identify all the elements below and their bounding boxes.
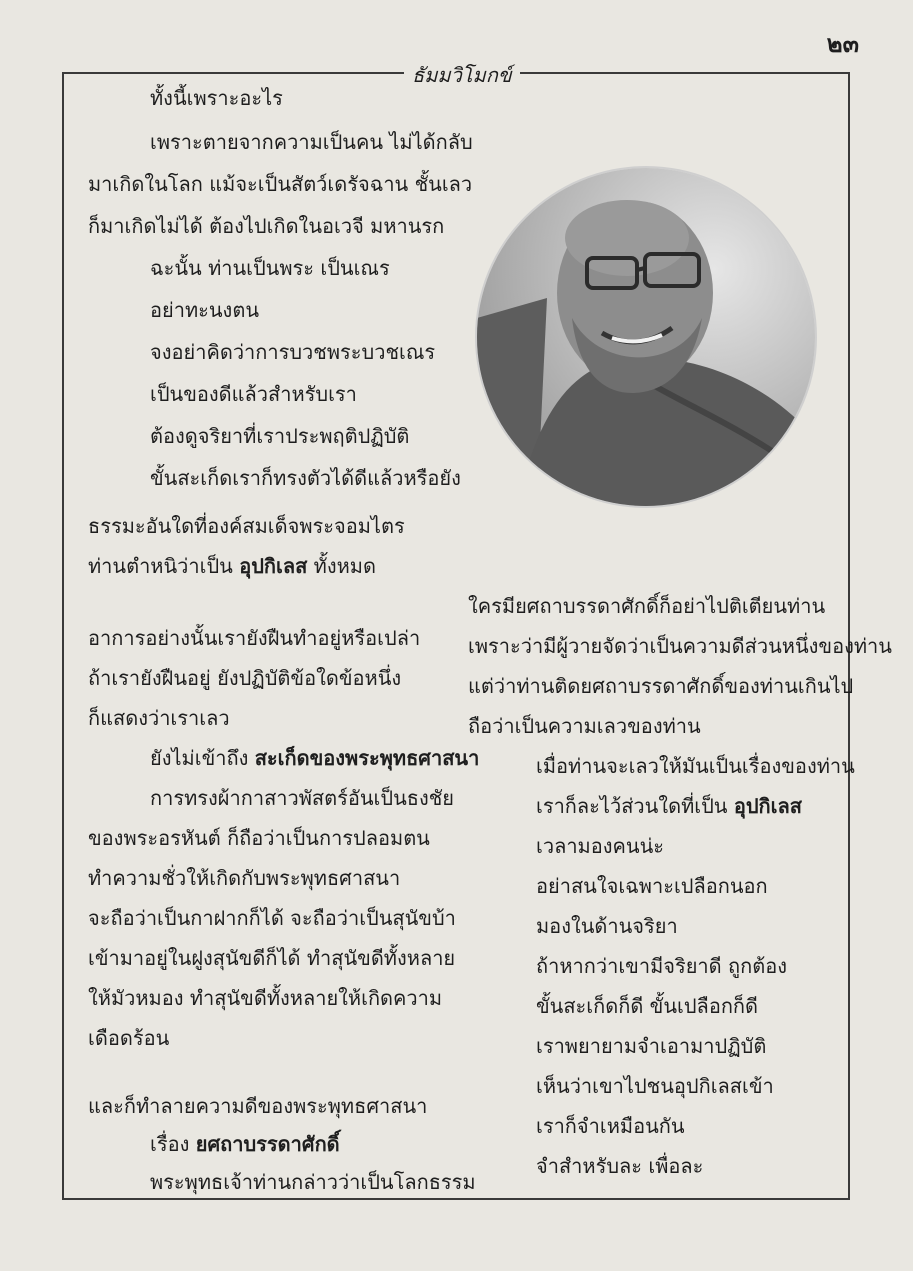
text-line: มองในด้านจริยา bbox=[536, 914, 678, 938]
text-line bbox=[536, 792, 802, 820]
text-line: เวลามองคนน่ะ bbox=[536, 834, 664, 858]
text-line: เห็นว่าเขาไปชนอุปกิเลสเข้า bbox=[536, 1074, 774, 1098]
text-line: ขั้นสะเก็ดเราก็ทรงตัวได้ดีแล้วหรือยัง bbox=[150, 466, 461, 490]
text-line: จะถือว่าเป็นกาฝากก็ได้ จะถือว่าเป็นสุนัขบ้า bbox=[88, 906, 456, 930]
page-number: ๒๓ bbox=[826, 30, 859, 58]
text-line: แต่ว่าท่านติดยศถาบรรดาศักดิ์ของท่านเกินไป bbox=[468, 674, 854, 698]
text-line: ทั้งนี้เพราะอะไร bbox=[150, 86, 283, 110]
text-line: จำสำหรับละ เพื่อละ bbox=[536, 1154, 704, 1178]
emphasis-term: ยศถาบรรดาศักดิ์ bbox=[195, 1132, 340, 1156]
text-line: ทำความชั่วให้เกิดกับพระพุทธศาสนา bbox=[88, 866, 401, 890]
text-span: ยังไม่เข้าถึง bbox=[150, 746, 255, 770]
text-line: เป็นของดีแล้วสำหรับเรา bbox=[150, 382, 357, 406]
text-line: เราพยายามจำเอามาปฏิบัติ bbox=[536, 1034, 767, 1058]
emphasis-term: สะเก็ดของพระพุทธศาสนา bbox=[254, 746, 480, 770]
text-line: อาการอย่างนั้นเรายังฝืนทำอยู่หรือเปล่า bbox=[88, 626, 421, 650]
text-line bbox=[150, 1130, 340, 1158]
text-line: ก็มาเกิดไม่ได้ ต้องไปเกิดในอเวจี มหานรก bbox=[88, 214, 445, 238]
text-line: จงอย่าคิดว่าการบวชพระบวชเณร bbox=[150, 340, 436, 364]
text-span: เราก็ละไว้ส่วนใดที่เป็น bbox=[536, 794, 734, 818]
text-line: ถ้าหากว่าเขามีจริยาดี ถูกต้อง bbox=[536, 954, 787, 978]
text-line: เราก็จำเหมือนกัน bbox=[536, 1114, 685, 1138]
text-line: เพราะตายจากความเป็นคน ไม่ได้กลับ bbox=[150, 130, 473, 154]
text-line: ต้องดูจริยาที่เราประพฤติปฏิบัติ bbox=[150, 424, 410, 448]
text-line: เพราะว่ามีผู้วายจัดว่าเป็นความดีส่วนหนึ่งของท่าน bbox=[468, 634, 892, 658]
text-line bbox=[88, 552, 376, 580]
monk-portrait-photo bbox=[477, 168, 815, 506]
text-span: ท่านตำหนิว่าเป็น bbox=[88, 554, 240, 578]
text-line: มาเกิดในโลก แม้จะเป็นสัตว์เดรัจฉาน ชั้นเลว bbox=[88, 172, 473, 196]
emphasis-term: อุปกิเลส bbox=[239, 554, 308, 578]
text-line: เมื่อท่านจะเลวให้มันเป็นเรื่องของท่าน bbox=[536, 754, 855, 778]
running-header: ธัมมวิโมกข์ bbox=[404, 59, 520, 91]
text-line bbox=[150, 744, 479, 772]
text-line: ให้มัวหมอง ทำสุนัขดีทั้งหลายให้เกิดความ bbox=[88, 986, 443, 1010]
text-line: ก็แสดงว่าเราเลว bbox=[88, 706, 230, 730]
text-line: ถือว่าเป็นความเลวของท่าน bbox=[468, 714, 701, 738]
text-line: อย่าสนใจเฉพาะเปลือกนอก bbox=[536, 874, 768, 898]
text-line: และก็ทำลายความดีของพระพุทธศาสนา bbox=[88, 1094, 428, 1118]
text-line: ถ้าเรายังฝืนอยู่ ยังปฏิบัติข้อใดข้อหนึ่ง bbox=[88, 666, 402, 690]
text-span: เรื่อง bbox=[150, 1132, 196, 1156]
text-line: อย่าทะนงตน bbox=[150, 298, 259, 322]
text-line: ฉะนั้น ท่านเป็นพระ เป็นเณร bbox=[150, 256, 390, 280]
text-line: ใครมียศถาบรรดาศักดิ์ก็อย่าไปติเตียนท่าน bbox=[468, 594, 826, 618]
text-span: ทั้งหมด bbox=[307, 554, 376, 578]
text-line: ธรรมะอันใดที่องค์สมเด็จพระจอมไตร bbox=[88, 514, 405, 538]
text-line: เดือดร้อน bbox=[88, 1026, 170, 1050]
text-line: ของพระอรหันต์ ก็ถือว่าเป็นการปลอมตน bbox=[88, 826, 430, 850]
text-line: เข้ามาอยู่ในฝูงสุนัขดีก็ได้ ทำสุนัขดีทั้งหลาย bbox=[88, 946, 456, 970]
emphasis-term: อุปกิเลส bbox=[733, 794, 802, 818]
text-line: การทรงผ้ากาสาวพัสตร์อันเป็นธงชัย bbox=[150, 786, 455, 810]
text-line: ขั้นสะเก็ดก็ดี ขั้นเปลือกก็ดี bbox=[536, 994, 759, 1018]
text-line: พระพุทธเจ้าท่านกล่าวว่าเป็นโลกธรรม bbox=[150, 1170, 476, 1194]
